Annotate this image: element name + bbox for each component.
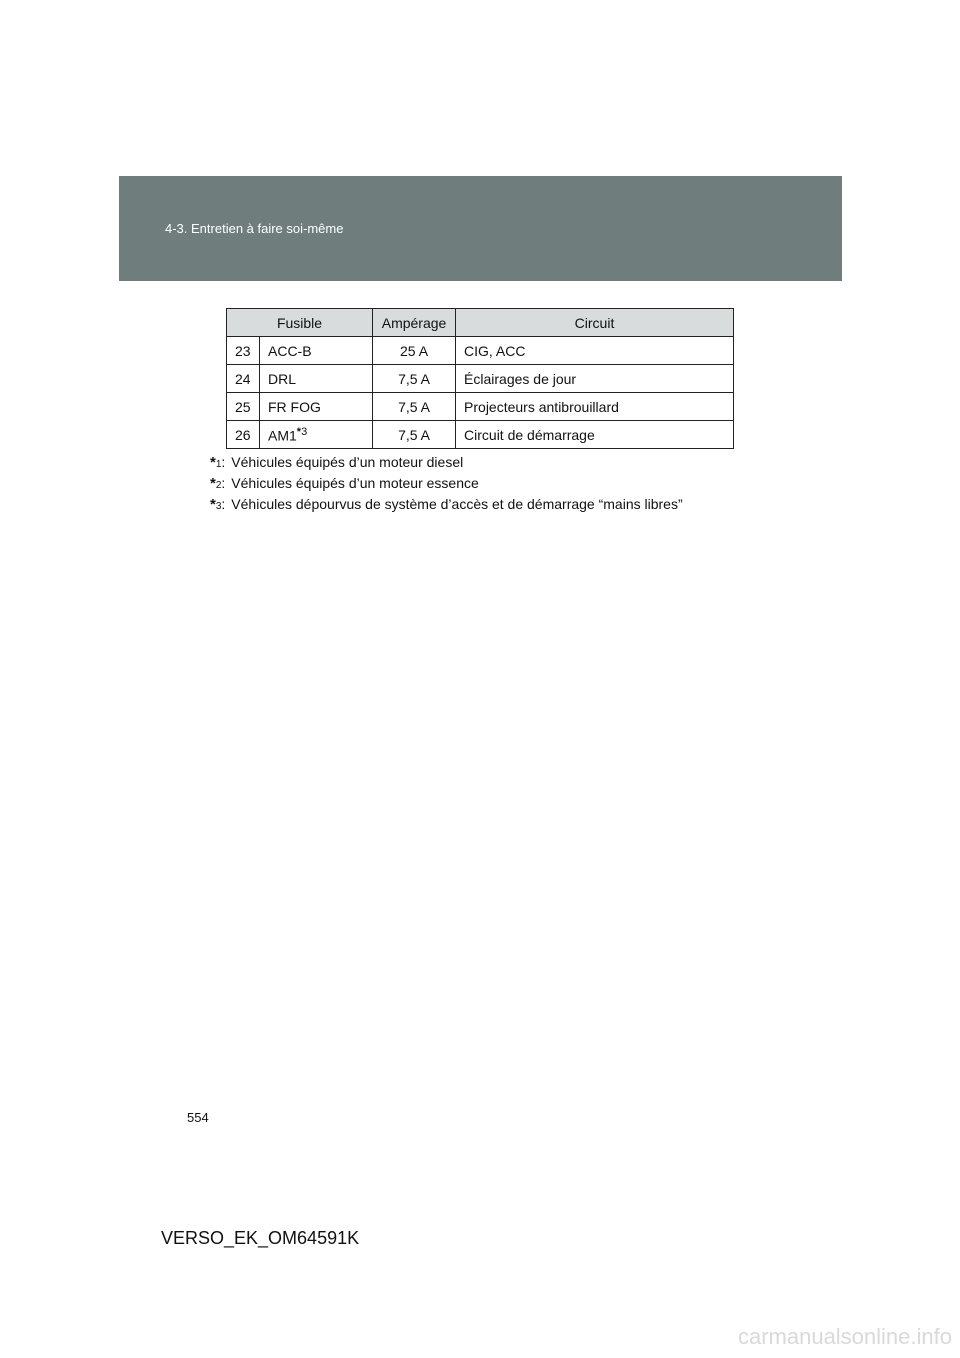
fuse-number: 25 bbox=[227, 393, 260, 421]
footnote-text: Véhicules dépourvus de système d’accès et de démarrage “mains libres” bbox=[231, 496, 683, 512]
watermark: carmanualsonline.info bbox=[737, 1324, 952, 1349]
fuse-circuit: Projecteurs antibrouillard bbox=[456, 393, 734, 421]
section-title: 4-3. Entretien à faire soi-même bbox=[165, 221, 344, 236]
fuse-amperage: 25 A bbox=[373, 337, 456, 365]
table-row bbox=[227, 365, 734, 393]
table-row bbox=[227, 393, 734, 421]
table-header-row bbox=[227, 309, 734, 337]
footnote-ref: *3 bbox=[296, 425, 308, 438]
footnotes bbox=[210, 453, 683, 516]
fuse-name-text: AM1 bbox=[268, 427, 297, 444]
fuse-name bbox=[260, 421, 373, 449]
fuse-name bbox=[260, 393, 373, 421]
footnote: * 2 : Véhicules équipés d’un moteur essence bbox=[210, 474, 683, 495]
fuse-circuit: Éclairages de jour bbox=[456, 365, 734, 393]
fuse-amperage: 7,5 A bbox=[373, 421, 456, 449]
footnote-asterisk: * bbox=[210, 496, 216, 513]
footnote: * 1 : Véhicules équipés d’un moteur diesel bbox=[210, 453, 683, 474]
footnote-asterisk: * bbox=[210, 475, 216, 492]
fuse-name-text: FR FOG bbox=[268, 398, 321, 415]
page-number: 554 bbox=[187, 1110, 209, 1125]
fuse-number: 26 bbox=[227, 421, 260, 449]
footnote-asterisk: * bbox=[210, 454, 216, 471]
table-row bbox=[227, 421, 734, 449]
fuse-name bbox=[260, 365, 373, 393]
fuse-name-text: ACC-B bbox=[268, 342, 312, 359]
fuse-number: 24 bbox=[227, 365, 260, 393]
fuse-name bbox=[260, 337, 373, 365]
fuse-number: 23 bbox=[227, 337, 260, 365]
fuse-circuit: CIG, ACC bbox=[456, 337, 734, 365]
footnote-number: 1 bbox=[215, 459, 222, 470]
footnote-number: 3 bbox=[215, 501, 222, 512]
header-amperage: Ampérage bbox=[373, 309, 456, 337]
fuse-amperage: 7,5 A bbox=[373, 393, 456, 421]
table-row bbox=[227, 337, 734, 365]
footnote-text: Véhicules équipés d’un moteur diesel bbox=[231, 454, 464, 470]
footnote-text: Véhicules équipés d’un moteur essence bbox=[231, 475, 479, 491]
document-code: VERSO_EK_OM64591K bbox=[161, 1228, 360, 1248]
fuse-amperage: 7,5 A bbox=[373, 365, 456, 393]
header-circuit: Circuit bbox=[456, 309, 734, 337]
footnote-number: 2 bbox=[215, 480, 222, 491]
header-fuse: Fusible bbox=[227, 309, 373, 337]
fuse-table bbox=[226, 308, 734, 449]
fuse-name-text: DRL bbox=[268, 370, 297, 387]
fuse-circuit: Circuit de démarrage bbox=[456, 421, 734, 449]
footnote: * 3 : Véhicules dépourvus de système d’accès et de démarrage “mains libres” bbox=[210, 495, 683, 516]
footnote-ref-number: 3 bbox=[301, 425, 308, 438]
